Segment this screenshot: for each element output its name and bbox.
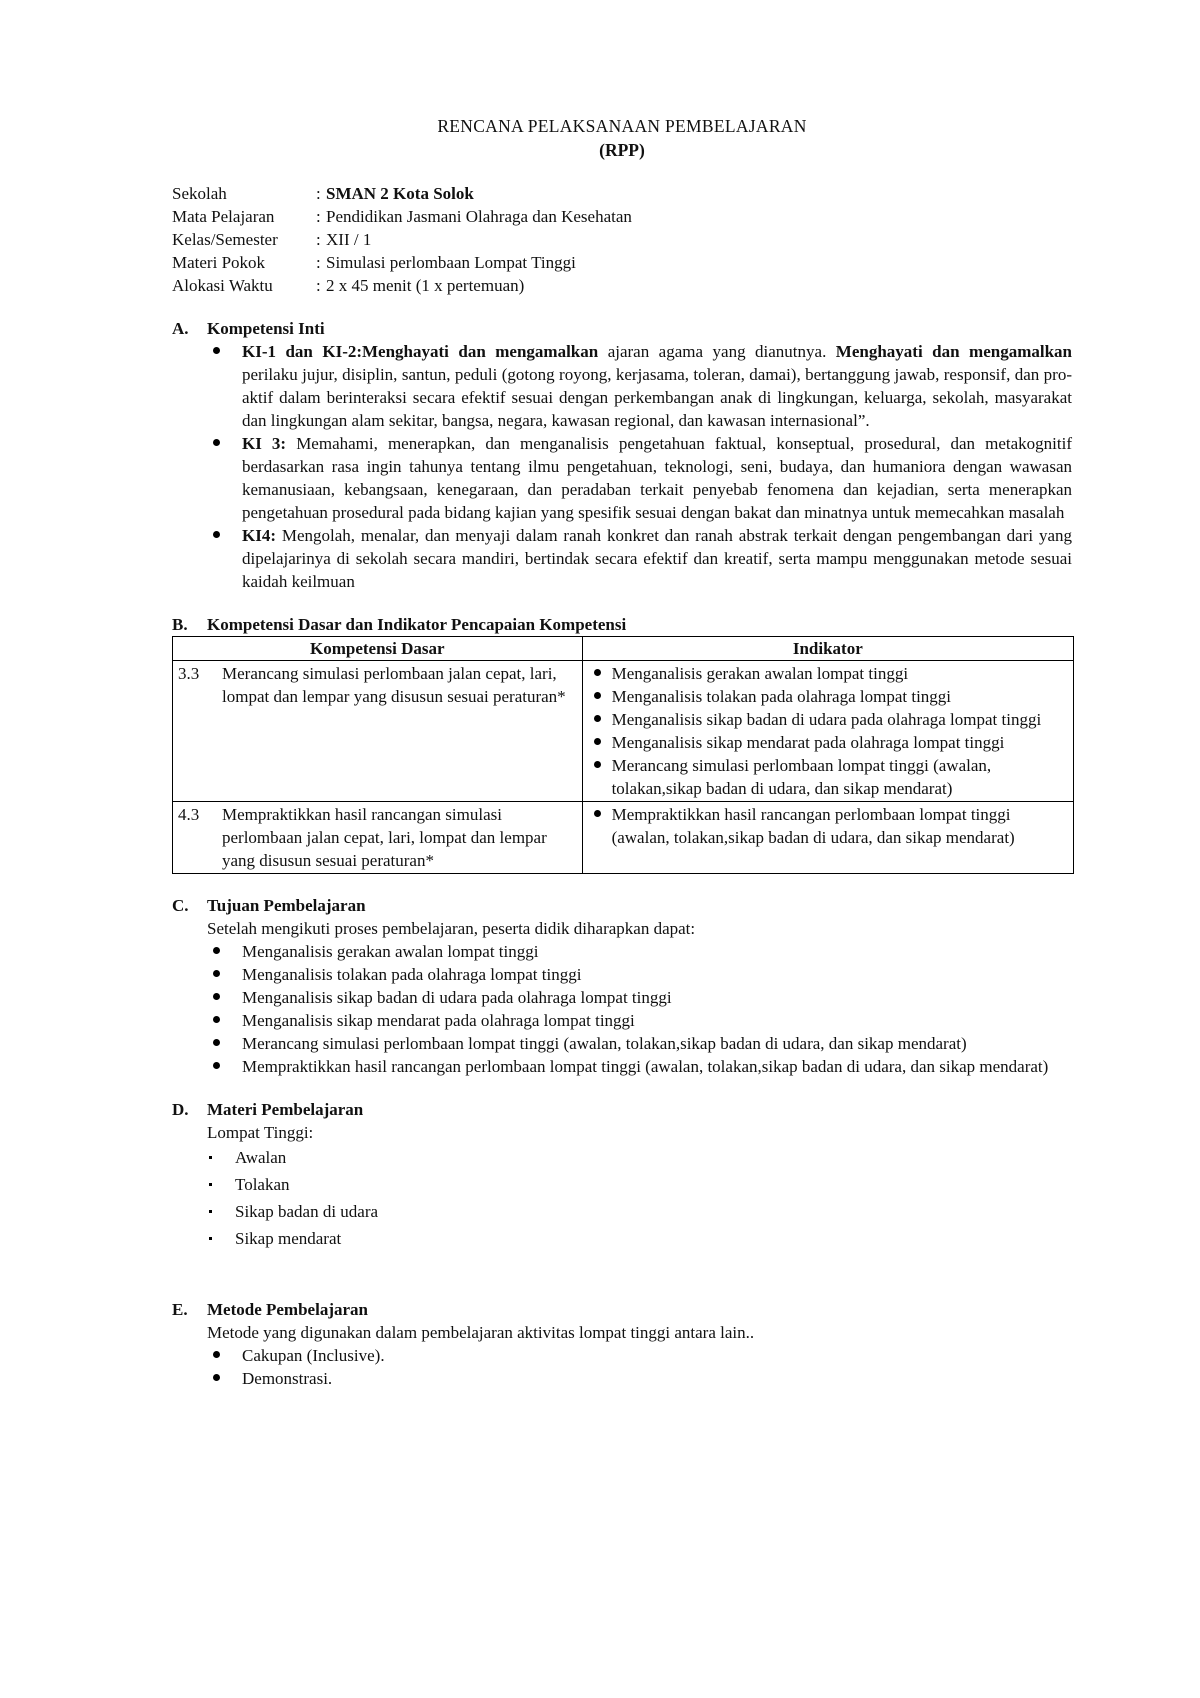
indikator-list — [584, 662, 1072, 800]
list-item: Mempraktikkan hasil rancangan perlombaan lompat tinggi (awalan, tolakan,sikap badan di udara, dan sikap mendarat) — [207, 1055, 1072, 1078]
section-metode — [172, 1298, 1072, 1390]
info-label: Alokasi Waktu — [172, 276, 273, 295]
info-value: XII / 1 — [326, 230, 372, 249]
list-item: Awalan — [207, 1144, 1072, 1171]
column-header-indikator: Indikator — [582, 637, 1073, 661]
ki-item: KI-1 dan KI-2:Menghayati dan mengamalkan ajaran agama yang dianutnya. Menghayati dan mengamalkan perilaku jujur, disiplin, santun, peduli (gotong royong, kerjasama, toleran, damai), bertanggung jawab, responsif, dan pro-aktif dalam berinteraksi secara efektif sesuai dengan perkembangan anak di lingkungan, keluarga, sekolah, masyarakat dan lingkungan alam sekitar, bangsa, negara, kawasan regional, dan kawasan internasional”. — [207, 340, 1072, 432]
info-separator: : — [316, 184, 321, 203]
info-row — [172, 182, 1072, 205]
info-row — [172, 205, 1072, 228]
section-heading: A. Kompetensi Inti — [172, 319, 325, 338]
section-heading: C. Tujuan Pembelajaran — [172, 896, 366, 915]
tujuan-list — [207, 940, 1072, 1078]
indikator-item: Menganalisis sikap mendarat pada olahraga lompat tinggi — [592, 731, 1066, 754]
info-label: Kelas/Semester — [172, 230, 278, 249]
info-separator: : — [316, 253, 321, 272]
ki-item: KI4: Mengolah, menalar, dan menyaji dalam ranah konkret dan ranah abstrak terkait dengan pengembangan dari yang dipelajarinya di sekolah secara mandiri, bertindak secara efektif dan kreatif, serta mampu menggunakan metode sesuai kaidah keilmuan — [207, 524, 1072, 593]
list-item: Menganalisis sikap badan di udara pada olahraga lompat tinggi — [207, 986, 1072, 1009]
info-value: SMAN 2 Kota Solok — [326, 184, 474, 203]
kd-table — [172, 636, 1074, 874]
kd-number: 4.3 — [178, 805, 200, 824]
document-subtitle: (RPP) — [599, 140, 645, 160]
ki-list — [207, 340, 1072, 593]
list-item: Menganalisis sikap mendarat pada olahraga lompat tinggi — [207, 1009, 1072, 1032]
info-row — [172, 274, 1072, 297]
document-page — [172, 114, 1072, 1390]
section-intro: Lompat Tinggi: — [207, 1123, 314, 1142]
section-intro: Metode yang digunakan dalam pembelajaran aktivitas lompat tinggi antara lain.. — [207, 1323, 755, 1342]
list-item: Tolakan — [207, 1171, 1072, 1198]
info-row — [172, 251, 1072, 274]
section-tujuan — [172, 894, 1072, 1078]
kd-text: Mempraktikkan hasil rancangan simulasi perlombaan jalan cepat, lari, lompat dan lempar yang disusun sesuai peraturan* — [222, 805, 547, 870]
info-row — [172, 228, 1072, 251]
list-item: Sikap mendarat — [207, 1225, 1072, 1252]
section-intro: Setelah mengikuti proses pembelajaran, peserta didik diharapkan dapat: — [207, 919, 696, 938]
table-row — [173, 661, 1074, 802]
section-heading: D. Materi Pembelajaran — [172, 1100, 364, 1119]
document-title: RENCANA PELAKSANAAN PEMBELAJARAN — [437, 116, 807, 136]
indikator-item: Menganalisis gerakan awalan lompat tinggi — [592, 662, 1066, 685]
indikator-list — [584, 803, 1072, 849]
info-label: Sekolah — [172, 184, 227, 203]
info-separator: : — [316, 276, 321, 295]
materi-list — [207, 1144, 1072, 1252]
section-kompetensi-inti — [172, 317, 1072, 593]
list-item: Menganalisis tolakan pada olahraga lompat tinggi — [207, 963, 1072, 986]
table-row — [173, 802, 1074, 874]
info-value: Simulasi perlombaan Lompat Tinggi — [326, 253, 576, 272]
info-separator: : — [316, 207, 321, 226]
indikator-item: Menganalisis sikap badan di udara pada olahraga lompat tinggi — [592, 708, 1066, 731]
indikator-item: Menganalisis tolakan pada olahraga lompat tinggi — [592, 685, 1066, 708]
ki-item: KI 3: Memahami, menerapkan, dan menganalisis pengetahuan faktual, konseptual, prosedural, dan metakognitif berdasarkan rasa ingin tahunya tentang ilmu pengetahuan, teknologi, seni, budaya, dan humaniora dengan wawasan kemanusiaan, kebangsaan, kenegaraan, dan peradaban terkait penyebab fenomena dan kejadian, serta menerapkan pengetahuan prosedural pada bidang kajian yang spesifik sesuai dengan bakat dan minatnya untuk memecahkan masalah — [207, 432, 1072, 524]
kd-text: Merancang simulasi perlombaan jalan cepat, lari, lompat dan lempar yang disusun sesuai peraturan* — [222, 664, 566, 706]
metode-list — [207, 1344, 1072, 1390]
info-separator: : — [316, 230, 321, 249]
section-materi — [172, 1098, 1072, 1252]
table-header-row — [173, 637, 1074, 661]
info-value: 2 x 45 menit (1 x pertemuan) — [326, 276, 525, 295]
column-header-kd: Kompetensi Dasar — [173, 637, 583, 661]
kd-number: 3.3 — [178, 664, 200, 683]
list-item: Cakupan (Inclusive). — [207, 1344, 1072, 1367]
info-label: Mata Pelajaran — [172, 207, 275, 226]
indikator-item: Mempraktikkan hasil rancangan perlombaan lompat tinggi (awalan, tolakan,sikap badan di udara, dan sikap mendarat) — [592, 803, 1066, 849]
info-value: Pendidikan Jasmani Olahraga dan Kesehatan — [326, 207, 632, 226]
section-heading: E. Metode Pembelajaran — [172, 1300, 368, 1319]
section-heading: B. Kompetensi Dasar dan Indikator Pencapaian Kompetensi — [172, 615, 627, 634]
list-item: Sikap badan di udara — [207, 1198, 1072, 1225]
list-item: Demonstrasi. — [207, 1367, 1072, 1390]
section-kompetensi-dasar — [172, 613, 1072, 874]
identity-block — [172, 182, 1072, 297]
indikator-item: Merancang simulasi perlombaan lompat tinggi (awalan, tolakan,sikap badan di udara, dan sikap mendarat) — [592, 754, 1066, 800]
list-item: Menganalisis gerakan awalan lompat tinggi — [207, 940, 1072, 963]
info-label: Materi Pokok — [172, 253, 266, 272]
list-item: Merancang simulasi perlombaan lompat tinggi (awalan, tolakan,sikap badan di udara, dan sikap mendarat) — [207, 1032, 1072, 1055]
